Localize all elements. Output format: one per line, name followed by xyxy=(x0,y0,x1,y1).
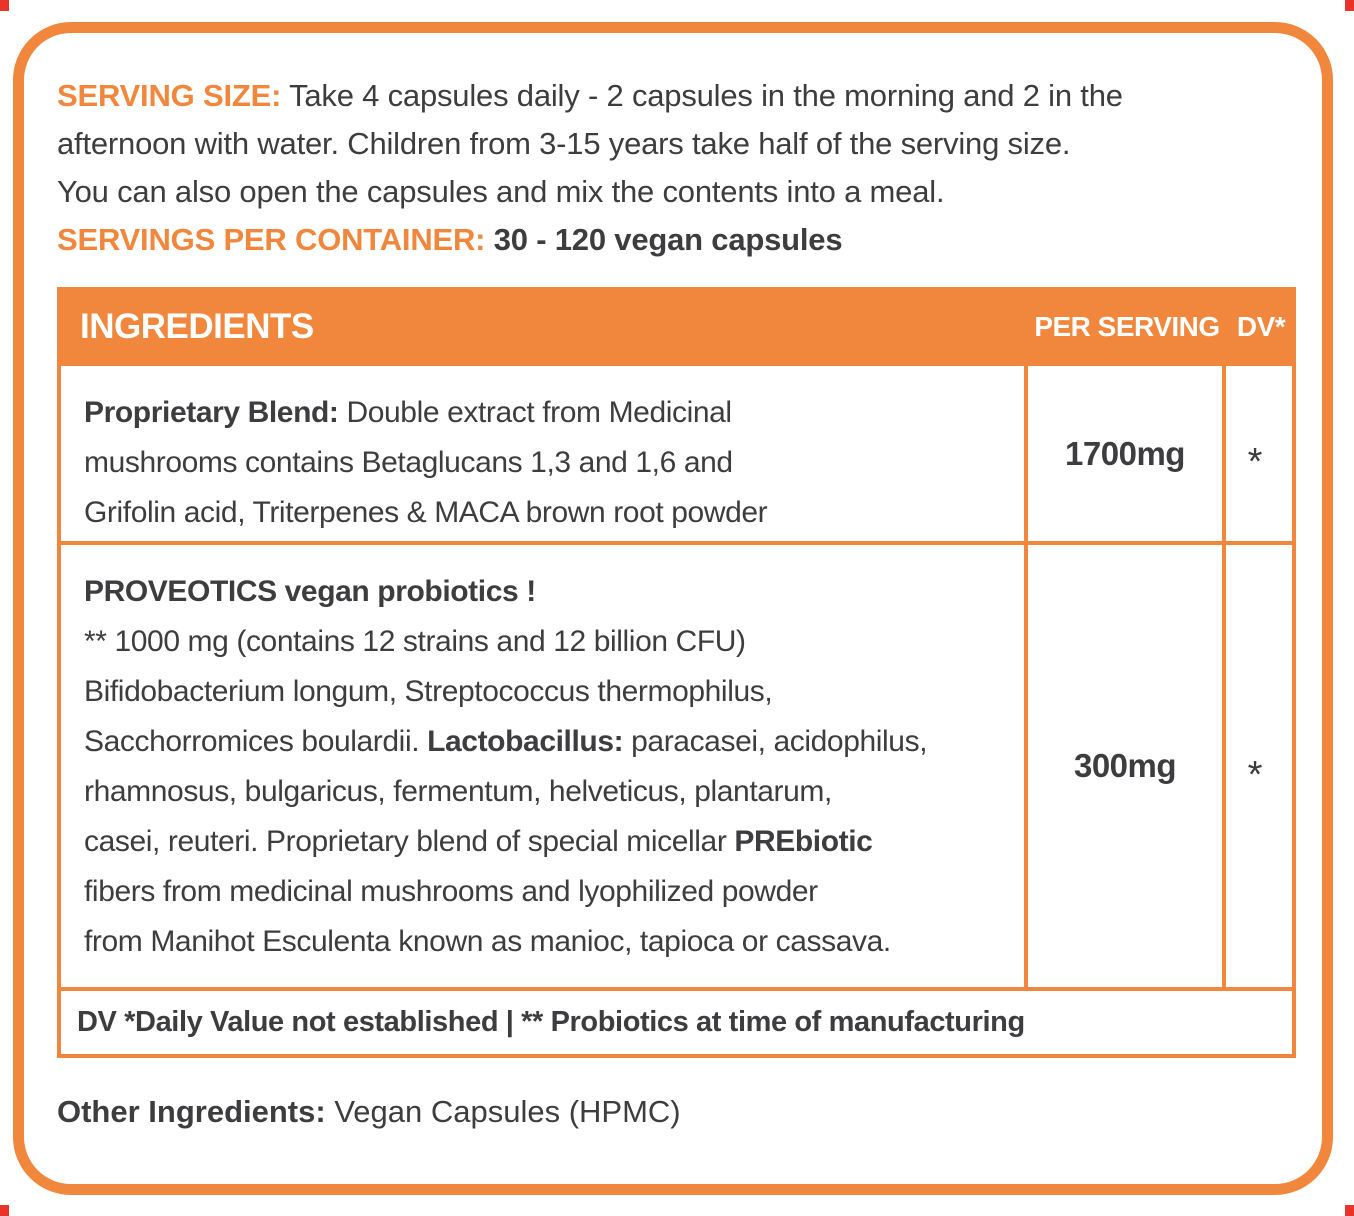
text-line: fibers from medicinal mushrooms and lyophilized powder xyxy=(84,875,818,908)
ingredients-table xyxy=(57,287,1296,1058)
text-line: afternoon with water. Children from 3-15 years take half of the serving size. xyxy=(57,126,1071,161)
text-line: Bifidobacterium longum, Streptococcus thermophilus, xyxy=(84,675,773,708)
text-line: Sacchorromices boulardii. Lactobacillus: paracasei, acidophilus, xyxy=(84,725,928,758)
text-line: Proprietary Blend: Double extract from Medicinal xyxy=(84,396,732,429)
crop-mark-bottom-right xyxy=(1345,1205,1354,1216)
ingredients-table-header xyxy=(57,287,1296,366)
text-line: casei, reuteri. Proprietary blend of special micellar PREbiotic xyxy=(84,825,873,858)
per-serving-value: 300mg xyxy=(1028,545,1226,987)
other-ingredients-value: Vegan Capsules (HPMC) xyxy=(325,1094,681,1129)
dv-value xyxy=(1226,545,1284,987)
table-row-proveotics xyxy=(61,541,1292,987)
header-dv: DV* xyxy=(1236,310,1286,342)
per-serving-value: 1700mg xyxy=(1028,366,1226,541)
table-footnote: DV *Daily Value not established | ** Probiotics at time of manufacturing xyxy=(61,987,1292,1054)
header-per-serving: PER SERVING xyxy=(1034,310,1220,342)
text-line: SERVINGS PER CONTAINER: 30 - 120 vegan capsules xyxy=(57,222,843,257)
ingredients-table-body xyxy=(57,366,1296,1058)
text-line: from Manihot Esculenta known as manioc, tapioca or cassava. xyxy=(84,925,891,958)
header-ingredients: INGREDIENTS xyxy=(80,306,314,346)
crop-mark-top-left xyxy=(0,0,9,11)
ingredient-description xyxy=(61,545,1028,987)
text-line: ** 1000 mg (contains 12 strains and 12 billion CFU) xyxy=(84,625,746,658)
serving-directions xyxy=(57,72,1297,264)
text-line: mushrooms contains Betaglucans 1,3 and 1,6 and xyxy=(84,446,733,479)
dv-asterisk: * xyxy=(1247,441,1263,483)
table-row-proprietary-blend xyxy=(61,366,1292,541)
crop-mark-top-right xyxy=(1345,0,1354,11)
crop-mark-bottom-left xyxy=(0,1205,9,1216)
dv-value xyxy=(1226,366,1284,541)
other-ingredients-label: Other Ingredients: xyxy=(57,1094,326,1129)
ingredient-description xyxy=(61,366,1028,541)
text-line: SERVING SIZE: Take 4 capsules daily - 2 capsules in the morning and 2 in the xyxy=(57,78,1123,113)
dv-asterisk: * xyxy=(1247,753,1263,796)
text-line: Grifolin acid, Triterpenes & MACA brown root powder xyxy=(84,496,768,529)
text-line: rhamnosus, bulgaricus, fermentum, helveticus, plantarum, xyxy=(84,775,832,808)
text-line: PROVEOTICS vegan probiotics ! xyxy=(84,575,536,608)
text-line: You can also open the capsules and mix the contents into a meal. xyxy=(57,174,945,209)
other-ingredients xyxy=(57,1090,681,1134)
